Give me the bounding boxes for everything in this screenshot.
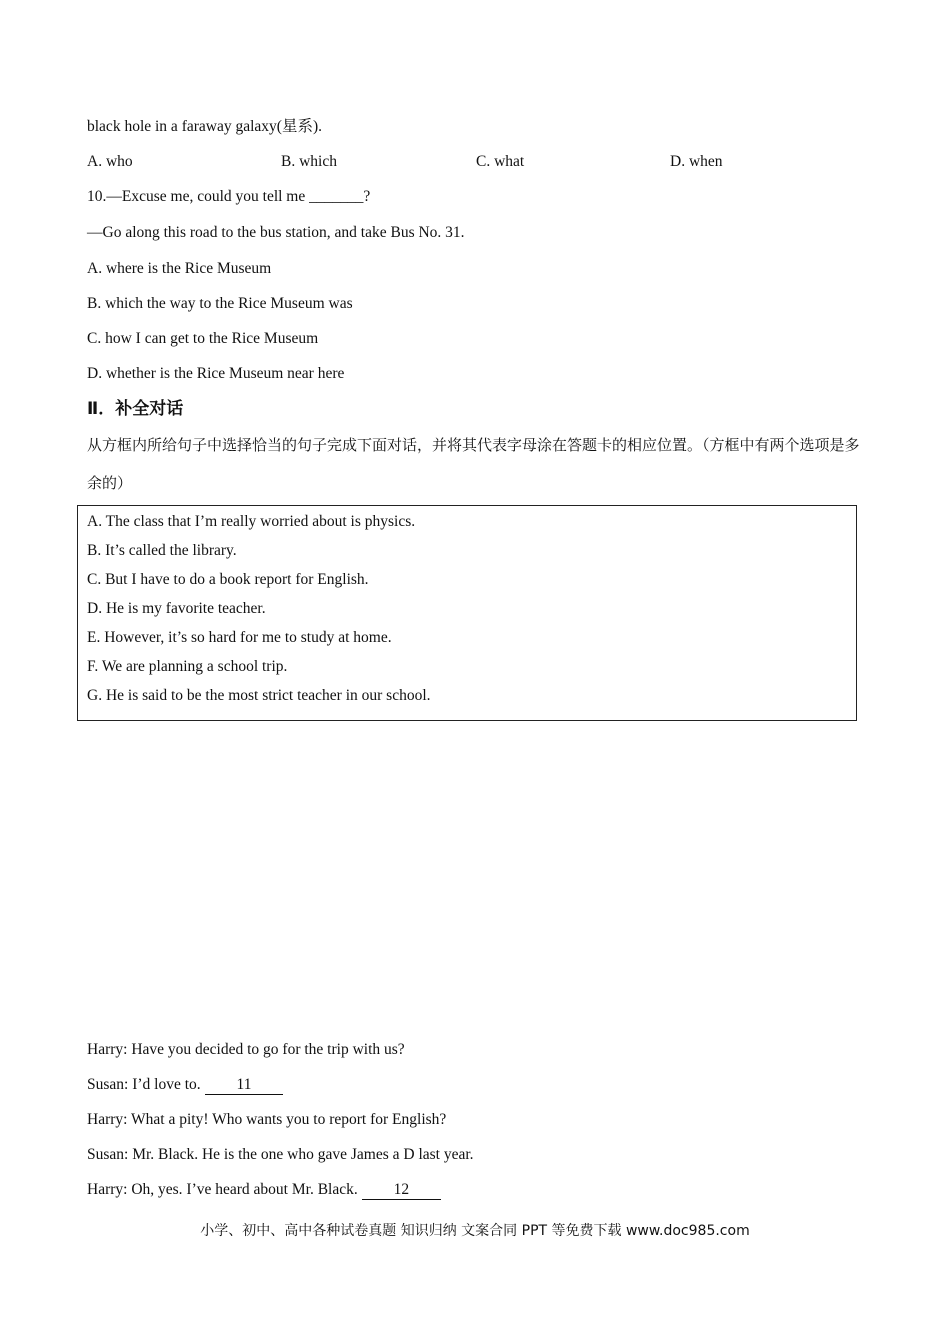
answer-blank-11[interactable]: 11 (205, 1076, 284, 1095)
dialogue-line (87, 1180, 441, 1200)
q10-stem: 10.—Excuse me, could you tell me _______? (87, 188, 371, 205)
q9-option-c: C. what (476, 153, 525, 170)
box-option-g: G. He is said to be the most strict teacher in our school. (87, 687, 431, 704)
box-option-f: F. We are planning a school trip. (87, 658, 288, 675)
box-option-c: C. But I have to do a book report for English. (87, 571, 369, 588)
dialogue-text: Harry: What a pity! Who wants you to report for English? (87, 1111, 447, 1128)
dialogue-line (87, 1075, 283, 1095)
box-option-d: D. He is my favorite teacher. (87, 600, 266, 617)
page-footer: 小学、初中、高中各种试卷真题 知识归纳 文案合同 PPT 等免费下载 www.doc985.com (200, 1223, 750, 1239)
section-heading: Ⅱ．补全对话 (87, 399, 184, 419)
q9-option-d: D. when (670, 153, 723, 170)
box-option-e: E. However, it’s so hard for me to study at home. (87, 629, 392, 646)
q9-option-b: B. which (281, 153, 337, 170)
q10-option-d: D. whether is the Rice Museum near here (87, 365, 345, 382)
section-instruction: 从方框内所给句子中选择恰当的句子完成下面对话，并将其代表字母涂在答题卡的相应位置。（方框中有两个选项是多余的） (87, 436, 860, 492)
dialogue-line (87, 1110, 446, 1130)
q9-stem-tail: black hole in a faraway galaxy(星系). (87, 118, 322, 135)
options-box (77, 505, 857, 721)
dialogue-text: Harry: Have you decided to go for the trip with us? (87, 1041, 405, 1058)
answer-blank-12[interactable]: 12 (362, 1181, 442, 1200)
q10-option-c: C. how I can get to the Rice Museum (87, 330, 319, 347)
dialogue-text: Susan: Mr. Black. He is the one who gave James a D last year. (87, 1146, 474, 1163)
dialogue-text: Harry: Oh, yes. I’ve heard about Mr. Black. (87, 1181, 362, 1198)
q10-option-a: A. where is the Rice Museum (87, 260, 272, 277)
q10-option-b: B. which the way to the Rice Museum was (87, 295, 353, 312)
dialogue-line (87, 1040, 405, 1060)
box-option-b: B. It’s called the library. (87, 542, 237, 559)
dialogue-text: Susan: I’d love to. (87, 1076, 205, 1093)
q10-reply: —Go along this road to the bus station, and take Bus No. 31. (87, 224, 465, 241)
dialogue-line (87, 1145, 474, 1165)
q9-option-a: A. who (87, 153, 133, 170)
box-option-a: A. The class that I’m really worried about is physics. (87, 513, 416, 530)
